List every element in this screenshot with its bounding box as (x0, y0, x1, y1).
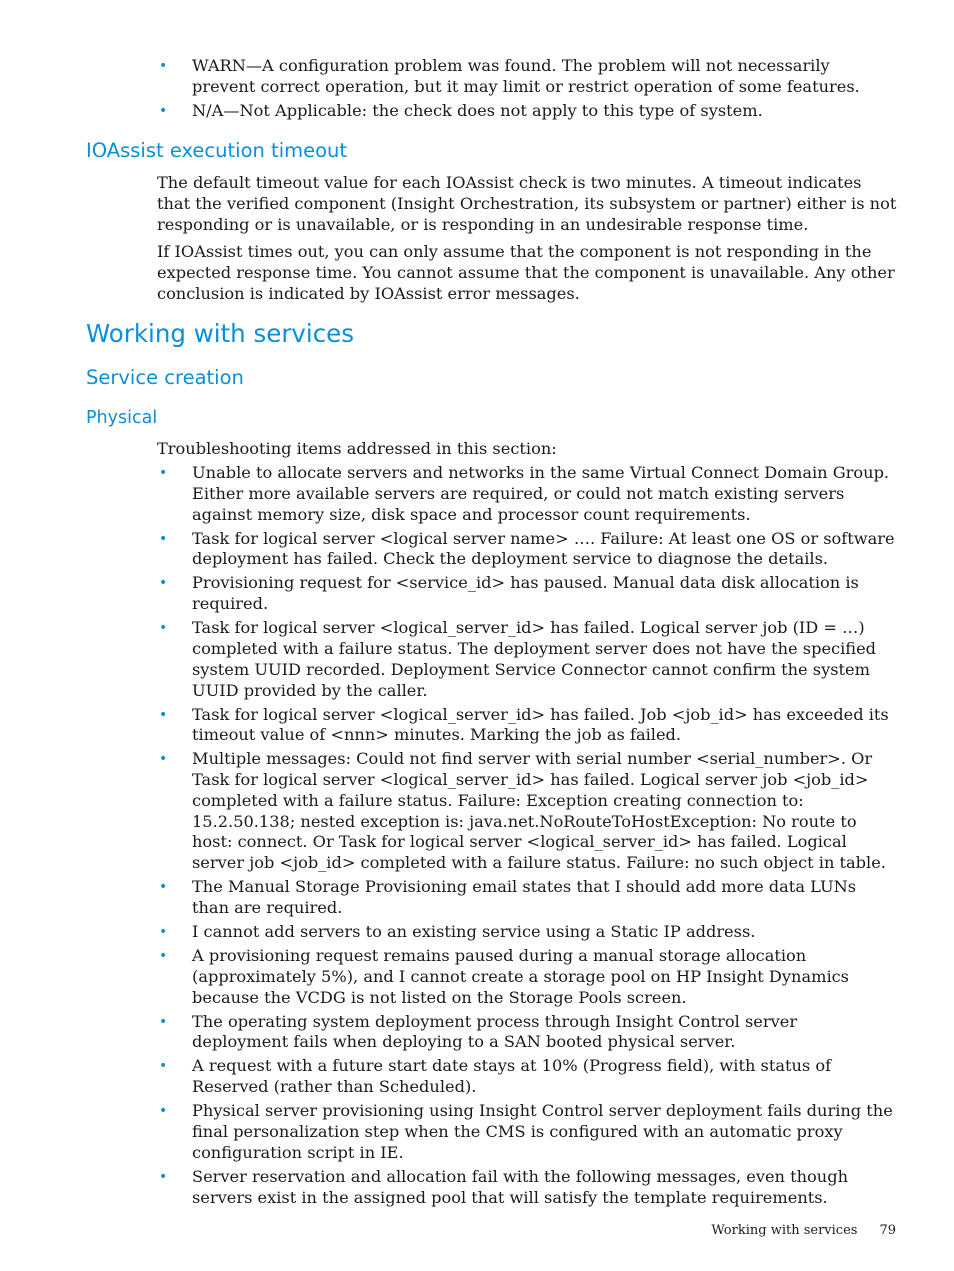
bullet-icon: • (159, 1168, 168, 1185)
section-title: Working with services (86, 319, 355, 348)
bullet-icon: • (159, 465, 168, 481)
top-bullet-list (157, 56, 897, 125)
page-number: 79 (879, 1223, 896, 1238)
list-item: • The Manual Storage Provisioning email states that I should add more data LUNs than are required. (159, 877, 857, 918)
ioassist-paragraph-2: If IOAssist times out, you can only assume that the component is not responding in the expected response time. You cannot assume that the component is unavailable. Any other conclusion is indicated by IOAssist error messages. (157, 242, 895, 303)
subsection-title: Service creation (86, 366, 244, 389)
bullet-icon: • (159, 751, 168, 768)
list-item: • I cannot add servers to an existing service using a Static IP address. (159, 922, 756, 942)
list-item: • Multiple messages: Could not find server with serial number <serial_number>. Or Task for logical server <logical_server_id> has failed. Logical server job <job_id> completed with a failure status. Failure: Exception creating connection to: 15.2.50.138; nested exception is: java.net.NoRouteToHostException: No route to host: connect. Or Task for logical server <logical_server_id> has failed. Logical server job <job_id> completed with a failure status. Failure: no such object in table. (159, 749, 886, 873)
bullet-icon: • (159, 102, 168, 119)
ioassist-body (157, 173, 897, 305)
ioassist-heading: IOAssist execution timeout (86, 139, 348, 162)
list-item: • Server reservation and allocation fail with the following messages, even though servers exist in the assigned pool that will satisfy the template requirements. (159, 1166, 849, 1207)
bullet-icon: • (159, 1058, 168, 1075)
list-item: • WARN—A configuration problem was found. The problem will not necessarily prevent correct operation, but it may limit or restrict operation of some features. (159, 56, 860, 96)
page-footer (711, 1223, 896, 1238)
subsubsection-title: Physical (86, 408, 158, 428)
list-item: • A provisioning request remains paused during a manual storage allocation (approximately 5%), and I cannot create a storage pool on HP Insight Dynamics because the VCDG is not listed on the Storage Pools screen. (159, 946, 849, 1007)
list-item: • A request with a future start date stays at 10% (Progress field), with status of Reserved (rather than Scheduled). (159, 1056, 832, 1097)
footer-label: Working with services (711, 1223, 858, 1238)
bullet-icon: • (159, 575, 168, 592)
list-item: • Physical server provisioning using Insight Control server deployment fails during the final personalization step when the CMS is configured with an automatic proxy configuration script in IE. (159, 1101, 893, 1162)
list-item: • The operating system deployment process through Insight Control server deployment fails when deploying to a SAN booted physical server. (159, 1011, 798, 1052)
bullet-icon: • (159, 1103, 168, 1120)
bullet-icon: • (159, 58, 168, 74)
intro-text: Troubleshooting items addressed in this section: (157, 439, 557, 458)
bullet-icon: • (159, 879, 168, 896)
bullet-icon: • (159, 924, 168, 941)
bullet-icon: • (159, 1013, 168, 1030)
list-item: • Unable to allocate servers and networks in the same Virtual Connect Domain Group. Either more available servers are required, or could not match existing servers against memory size, disk space and processor count requirements. (159, 463, 890, 524)
ioassist-paragraph-1: The default timeout value for each IOAssist check is two minutes. A timeout indicates that the verified component (Insight Orchestration, its subsystem or partner) either is not responding or is unavailable, or is responding in an undesirable response time. (157, 173, 897, 234)
bullet-icon: • (159, 948, 168, 965)
troubleshooting-list (157, 463, 897, 1212)
list-item: • N/A—Not Applicable: the check does not apply to this type of system. (159, 100, 763, 120)
bullet-icon: • (159, 530, 168, 547)
list-item: • Provisioning request for <service_id> has paused. Manual data disk allocation is required. (159, 573, 859, 614)
list-item: • Task for logical server <logical_server_id> has failed. Job <job_id> has exceeded its timeout value of <nnn> minutes. Marking the job as failed. (159, 704, 889, 745)
bullet-icon: • (159, 706, 168, 723)
list-item: • Task for logical server <logical server name> …. Failure: At least one OS or software deployment has failed. Check the deployment service to diagnose the details. (159, 528, 895, 569)
bullet-icon: • (159, 620, 168, 637)
list-item: • Task for logical server <logical_server_id> has failed. Logical server job (ID = …) completed with a failure status. The deployment server does not have the specified system UUID recorded. Deployment Service Connector cannot confirm the system UUID provided by the caller. (159, 618, 877, 700)
